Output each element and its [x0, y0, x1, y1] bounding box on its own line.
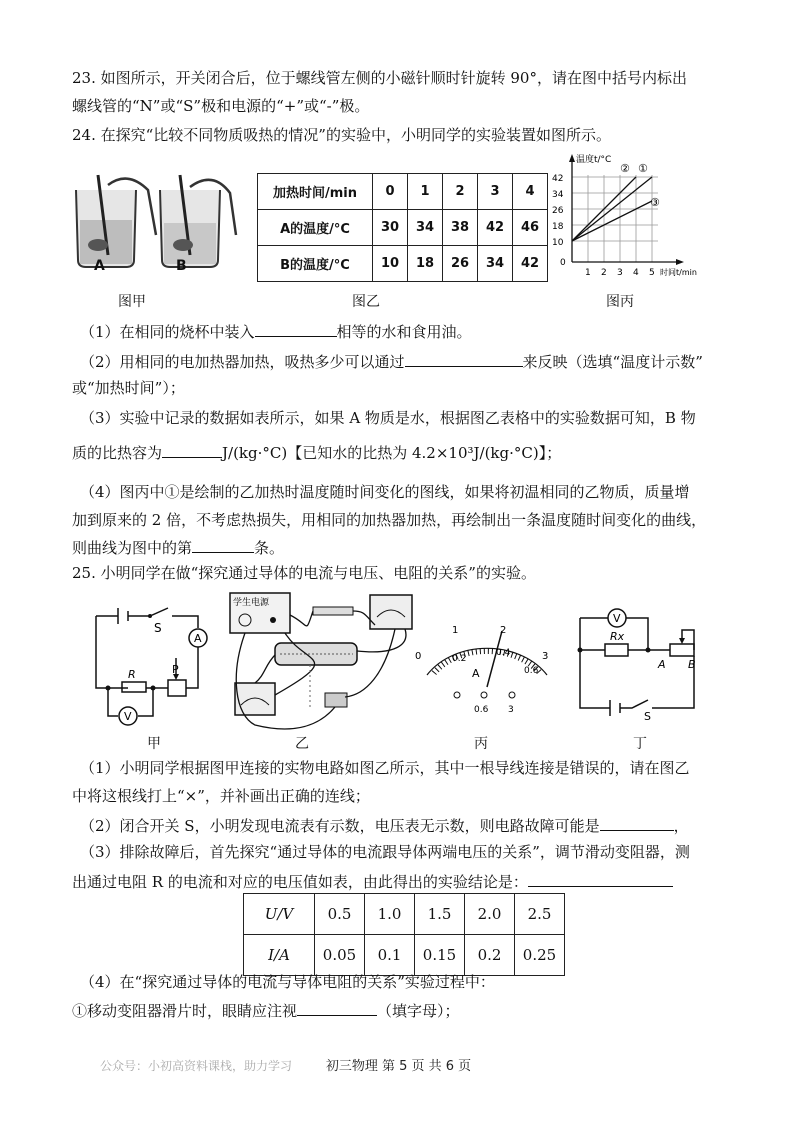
dial-scale: 0.2 [452, 654, 467, 664]
ammeter-dial [412, 615, 562, 715]
table-cell: 1 [408, 174, 443, 210]
circuit-ding [570, 598, 705, 733]
dial-unit: A [472, 667, 480, 680]
caption-circuit-jia: 甲 [147, 736, 161, 752]
table-cell: 2.5 [515, 894, 565, 935]
answer-blank[interactable] [297, 999, 377, 1016]
supply-label: 学生电源 [233, 598, 270, 608]
caption-circuit-ding: 丁 [633, 736, 647, 752]
q24-p4-text: 条。 [254, 539, 285, 557]
dial-scale: 2 [500, 625, 507, 636]
graph-ytick: 42 [552, 174, 564, 184]
table-cell: 42 [478, 210, 513, 246]
q24-p4-text: 则曲线为图中的第 [72, 539, 193, 557]
table-row [244, 935, 565, 976]
graph-line-label: ② [620, 162, 630, 175]
q25-p4-1 [72, 999, 460, 1021]
q25-p2 [80, 814, 689, 836]
q24-p2 [80, 350, 703, 372]
graph-xtick: 1 [585, 268, 591, 278]
terminal-label: 3 [508, 705, 514, 715]
circuit-label: V [613, 612, 621, 625]
q25-title: 25. 小明同学在做“探究通过导体的电流与电压、电阻的关系”的实验。 [72, 564, 536, 582]
table-cell: 3 [478, 174, 513, 210]
table-cell: 18 [408, 246, 443, 282]
circuit-yi [225, 585, 415, 735]
circuit-label: S [644, 710, 651, 723]
circuit-label: A [194, 632, 202, 645]
ui-data-table [243, 893, 565, 976]
caption-meter-bing: 丙 [474, 736, 488, 752]
q24-p1 [80, 320, 472, 342]
graph-ytick: 26 [552, 206, 564, 216]
circuit-label: P [172, 663, 179, 676]
q24-p2c: 或“加热时间”）； [72, 379, 185, 397]
table-row [244, 894, 565, 935]
table-cell: 0.05 [315, 935, 365, 976]
table-cell: 0.2 [465, 935, 515, 976]
circuit-label: Rx [610, 630, 625, 643]
q23-line1: 23. 如图所示，开关闭合后，位于螺线管左侧的小磁针顺时针旋转 90°，请在图中括号内标出 [72, 69, 687, 87]
table-cell: A的温度/°C [258, 210, 373, 246]
q24-p2-text: 来反映（选填“温度计示数” [522, 353, 703, 371]
graph-ytick: 10 [552, 238, 564, 248]
graph-xlabel: 时间t/min [660, 268, 697, 277]
q25-p4-text: （填字母）； [377, 1002, 460, 1020]
temperature-graph [540, 150, 725, 285]
answer-blank[interactable] [192, 536, 254, 553]
q25-p2-text: ， [673, 817, 689, 835]
q24-p1-text: （1）在相同的烧杯中装入 [80, 323, 255, 341]
answer-blank[interactable] [162, 441, 222, 458]
table-row [258, 246, 548, 282]
answer-blank[interactable] [528, 870, 673, 887]
terminal-label: 0.6 [474, 705, 489, 715]
table-cell: 2.0 [465, 894, 515, 935]
q23-line2: 螺线管的“N”或“S”极和电源的“+”或“-”极。 [72, 97, 370, 115]
answer-blank[interactable] [600, 814, 674, 831]
circuit-label: B [688, 658, 696, 671]
meter-needle [487, 631, 502, 687]
table-cell: 0.25 [515, 935, 565, 976]
table-cell: 30 [373, 210, 408, 246]
table-cell: 2 [443, 174, 478, 210]
q24-p4a: （4）图丙中①是绘制的乙加热时温度随时间变化的图线，如果将初温相同的乙物质，质量增 [80, 483, 690, 501]
q25-p3b [72, 870, 673, 892]
table-cell: 0 [373, 174, 408, 210]
table-cell: 26 [443, 246, 478, 282]
graph-xtick: 3 [617, 268, 623, 278]
caption-fig-bing: 图丙 [606, 294, 634, 310]
beaker-label-b: B [176, 258, 187, 274]
table-cell: 1.5 [415, 894, 465, 935]
circuit-label: A [658, 658, 666, 671]
graph-line-label: ③ [650, 196, 660, 209]
q25-p4: （4）在“探究通过导体的电流与导体电阻的关系”实验过程中： [80, 973, 495, 991]
answer-blank[interactable] [255, 320, 337, 337]
q24-p3-text: 质的比热容为 [72, 444, 163, 462]
caption-fig-jia: 图甲 [118, 294, 146, 310]
graph-xtick: 4 [633, 268, 639, 278]
table-cell: 42 [513, 246, 548, 282]
caption-fig-yi: 图乙 [352, 294, 380, 310]
dial-scale: 0.4 [496, 648, 511, 658]
q25-p3a: （3）排除故障后，首先探究“通过导体的电流跟导体两端电压的关系”，调节滑动变阻器，测 [80, 843, 690, 861]
table-cell: I/A [244, 935, 315, 976]
graph-line-label: ① [638, 162, 648, 175]
table-cell: 4 [513, 174, 548, 210]
answer-blank[interactable] [405, 350, 523, 367]
q24-p2-text: （2）用相同的电加热器加热，吸热多少可以通过 [80, 353, 405, 371]
dial-scale: 0 [415, 651, 422, 662]
q24-p3-text: J/(kg·°C)【已知水的比热为 4.2×10³J/(kg·°C)】； [222, 444, 562, 462]
table-cell: 加热时间/min [258, 174, 373, 210]
table-row [258, 210, 548, 246]
watermark: 公众号：小初高资料课栈，助力学习 [100, 1059, 293, 1073]
circuit-label: S [154, 621, 162, 635]
q24-p3b [72, 441, 561, 463]
page-number: 初三物理 第 5 页 共 6 页 [325, 1059, 472, 1074]
table-cell: 38 [443, 210, 478, 246]
beaker-b [160, 175, 236, 267]
beaker-label-a: A [94, 258, 105, 274]
q25-p1b: 中将这根线打上“×”，并补画出正确的连线； [72, 787, 370, 805]
table-cell: 0.5 [315, 894, 365, 935]
table-header-row [258, 174, 548, 210]
table-cell: 0.15 [415, 935, 465, 976]
circuit-label: R [128, 668, 136, 681]
circuit-label: V [124, 710, 132, 723]
temperature-table [257, 173, 548, 282]
table-cell: 46 [513, 210, 548, 246]
graph-xtick: 2 [601, 268, 607, 278]
q24-p3a: （3）实验中记录的数据如表所示，如果 A 物质是水，根据图乙表格中的实验数据可知，B 物 [80, 409, 696, 427]
table-cell: 34 [478, 246, 513, 282]
caption-circuit-yi: 乙 [295, 736, 309, 752]
table-cell: 34 [408, 210, 443, 246]
graph-ylabel: 温度t/°C [576, 155, 612, 165]
q25-p4-text: ①移动变阻器滑片时，眼睛应注视 [72, 1002, 298, 1020]
q24-p1-text: 相等的水和食用油。 [336, 323, 472, 341]
dial-scale: 0.6 [524, 666, 539, 676]
q24-p4b: 加到原来的 2 倍，不考虑热损失，用相同的加热器加热，再绘制出一条温度随时间变化的曲线， [72, 511, 707, 529]
circuit-jia [88, 598, 223, 733]
graph-ytick: 18 [552, 222, 564, 232]
q24-title: 24. 在探究“比较不同物质吸热的情况”的实验中，小明同学的实验装置如图所示。 [72, 126, 611, 144]
q25-p3-text: 出通过电阻 R 的电流和对应的电压值如表，由此得出的实验结论是： [72, 873, 528, 891]
table-cell: 0.1 [365, 935, 415, 976]
table-cell: U/V [244, 894, 315, 935]
table-cell: 1.0 [365, 894, 415, 935]
graph-xtick: 5 [649, 268, 655, 278]
q25-p1a: （1）小明同学根据图甲连接的实物电路如图乙所示，其中一根导线连接是错误的，请在图乙 [80, 759, 690, 777]
table-cell: 10 [373, 246, 408, 282]
page-footer [100, 1055, 471, 1074]
dial-scale: 3 [542, 651, 549, 662]
table-cell: B的温度/°C [258, 246, 373, 282]
graph-ytick: 0 [560, 258, 566, 268]
dial-scale: 1 [452, 625, 459, 636]
beaker-a [76, 175, 156, 267]
graph-line-3 [572, 201, 652, 241]
q25-p2-text: （2）闭合开关 S，小明发现电流表有示数，电压表无示数，则电路故障可能是 [80, 817, 600, 835]
q24-p4c [72, 536, 284, 558]
graph-ytick: 34 [552, 190, 564, 200]
